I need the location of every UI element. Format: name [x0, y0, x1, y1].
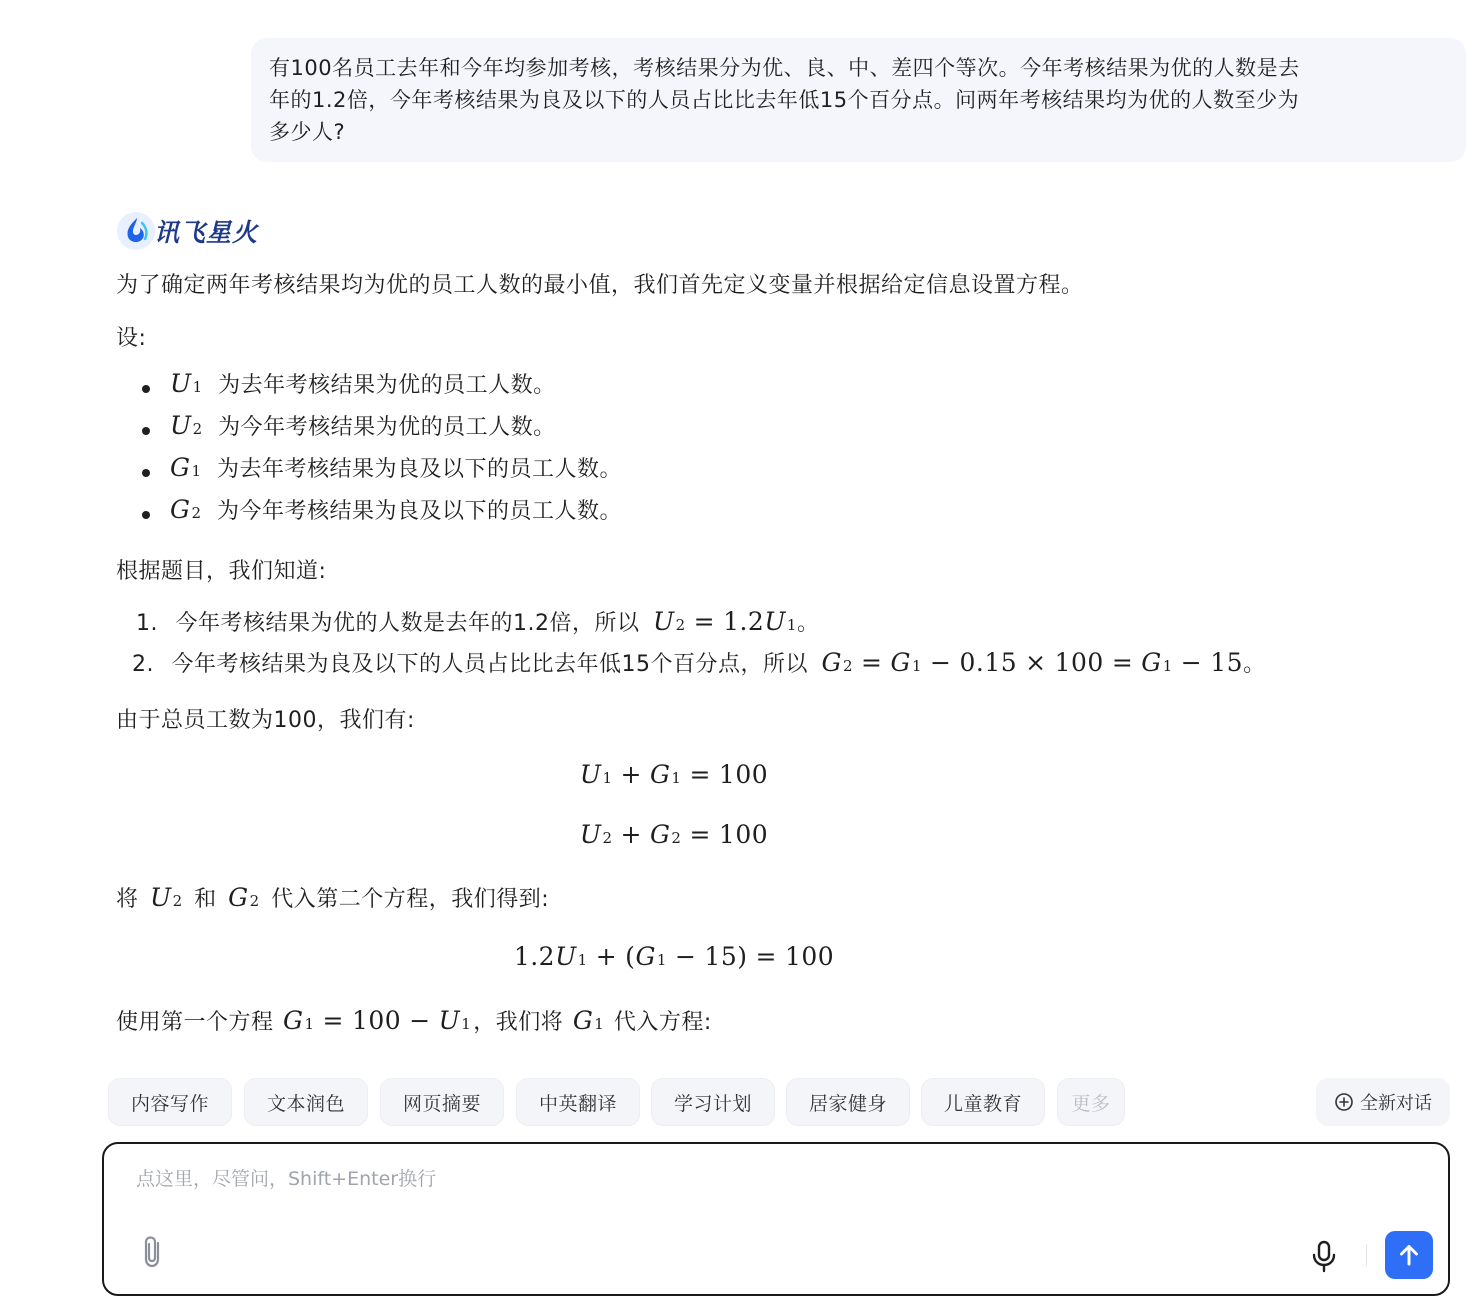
equation-block: 1.2U1 + (G1 − 15) = 100	[513, 942, 835, 971]
user-message-line: 多少人?	[269, 120, 346, 144]
bullet-dot	[142, 469, 150, 477]
equation-block: U2 + G2 = 100	[579, 820, 769, 849]
spark-logo-icon	[116, 211, 156, 251]
list-number: 1.	[136, 611, 158, 636]
chip-child-education[interactable]: 儿童教育	[921, 1078, 1045, 1126]
math-var: U	[170, 369, 192, 398]
equation-inline: G2 = G1 − 0.15 × 100 = G1 − 15	[821, 648, 1244, 677]
user-message-line: 有100名员工去年和今年均参加考核，考核结果分为优、良、中、差四个等次。今年考核结果为优的人数是去	[269, 56, 1300, 80]
arrow-up-icon	[1396, 1242, 1422, 1268]
new-chat-label: 全新对话	[1360, 1093, 1432, 1114]
brand-name: 讯飞星火	[154, 218, 259, 247]
chip-text-polish[interactable]: 文本润色	[244, 1078, 368, 1126]
list-item: 1. 今年考核结果为优的人数是去年的1.2倍，所以 U2 = 1.2U1。	[136, 607, 820, 636]
bullet-dot	[142, 511, 150, 519]
equation-inline: U2 = 1.2U1	[653, 607, 797, 636]
definition-text: 为去年考核结果为优的员工人数。	[218, 373, 556, 398]
math-sub: 2	[191, 504, 202, 522]
new-chat-icon	[1334, 1092, 1354, 1112]
list-item	[170, 494, 622, 525]
list-item	[170, 410, 556, 441]
send-button[interactable]	[1385, 1231, 1433, 1279]
substitute-text: 将 U2 和 G2 代入第二个方程，我们得到:	[116, 883, 550, 912]
total-label: 由于总员工数为100，我们有:	[116, 708, 415, 733]
chip-study-plan[interactable]: 学习计划	[651, 1078, 775, 1126]
bullet-dot	[142, 427, 150, 435]
list-number: 2.	[132, 652, 154, 677]
intro-text: 为了确定两年考核结果均为优的员工人数的最小值，我们首先定义变量并根据给定信息设置方程。	[116, 273, 1084, 298]
microphone-icon[interactable]	[1309, 1238, 1339, 1274]
bullet-dot	[142, 385, 150, 393]
assistant-header	[116, 211, 258, 251]
known-text: 今年考核结果为优的人数是去年的1.2倍，所以	[175, 611, 640, 636]
definition-text: 为今年考核结果为良及以下的员工人数。	[217, 499, 623, 524]
math-sub: 2	[192, 420, 203, 438]
math-sub: 1	[192, 378, 203, 396]
definition-text: 为今年考核结果为优的员工人数。	[218, 415, 556, 440]
chip-home-fitness[interactable]: 居家健身	[786, 1078, 910, 1126]
definition-text: 为去年考核结果为良及以下的员工人数。	[217, 457, 623, 482]
list-item	[170, 452, 622, 483]
chip-web-summary[interactable]: 网页摘要	[380, 1078, 504, 1126]
known-label: 根据题目，我们知道:	[116, 559, 327, 584]
math-var: G	[170, 495, 191, 524]
chat-input-box	[102, 1142, 1450, 1296]
math-var: U	[170, 411, 192, 440]
use-equation-text: 使用第一个方程 G1 = 100 − U1，我们将 G1 代入方程:	[116, 1006, 712, 1035]
chat-input[interactable]	[136, 1164, 1236, 1204]
list-item: 2. 今年考核结果为良及以下的人员占比比去年低15个百分点，所以 G2 = G1 − 0.15 × 100 = G1 − 15。	[132, 648, 1266, 677]
user-message-bubble	[251, 38, 1466, 162]
let-label: 设:	[116, 326, 147, 351]
user-message-line: 年的1.2倍，今年考核结果为良及以下的人员占比比去年低15个百分点。问两年考核结果均为优的人数至少为	[269, 88, 1300, 112]
known-text: 今年考核结果为良及以下的人员占比比去年低15个百分点，所以	[171, 652, 808, 677]
new-chat-button[interactable]	[1316, 1078, 1450, 1126]
math-sub: 1	[191, 462, 202, 480]
chip-content-writing[interactable]: 内容写作	[108, 1078, 232, 1126]
chip-more[interactable]: 更多	[1057, 1078, 1125, 1126]
math-var: G	[170, 453, 191, 482]
list-item	[170, 368, 556, 399]
input-divider	[1366, 1244, 1367, 1266]
chip-translate[interactable]: 中英翻译	[516, 1078, 640, 1126]
paperclip-icon[interactable]	[138, 1234, 168, 1270]
equation-block: U1 + G1 = 100	[579, 760, 769, 789]
